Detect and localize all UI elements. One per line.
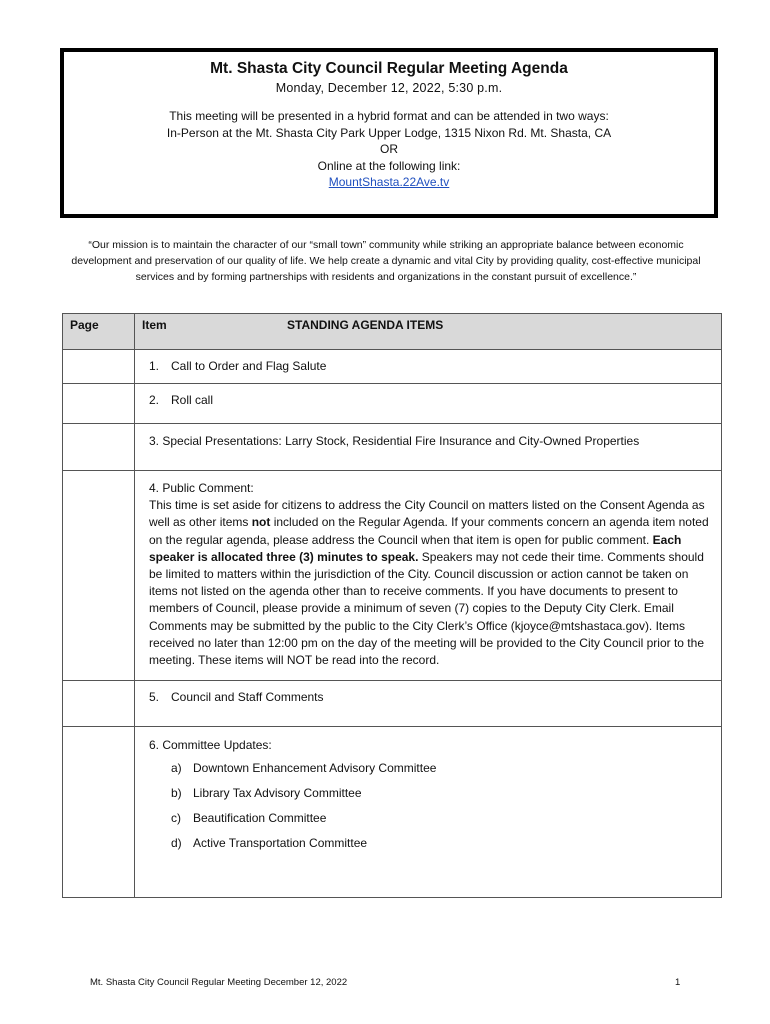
page-cell xyxy=(63,424,135,471)
item-column-header xyxy=(135,314,722,350)
agenda-item-2 xyxy=(135,384,722,424)
standing-items-header: STANDING AGENDA ITEMS xyxy=(287,318,444,332)
table-row xyxy=(63,681,722,727)
online-note: Online at the following link: xyxy=(317,158,461,173)
in-person-location: In-Person at the Mt. Shasta City Park Upper Lodge, 1315 Nixon Rd. Mt. Shasta, CA xyxy=(166,125,612,140)
table-row xyxy=(63,471,722,681)
page-number: 1 xyxy=(675,977,681,988)
table-row xyxy=(63,350,722,384)
agenda-item-1 xyxy=(135,350,722,384)
agenda-item-6 xyxy=(135,727,722,898)
item-text: Roll call xyxy=(171,393,214,407)
item-text: 3. Special Presentations: Larry Stock, Residential Fire Insurance and City-Owned Properties xyxy=(149,434,640,448)
page-cell xyxy=(63,350,135,384)
meeting-date: Monday, December 12, 2022, 5:30 p.m. xyxy=(275,81,503,95)
item-text: Council and Staff Comments xyxy=(171,690,324,704)
list-item: d) Active Transportation Committee xyxy=(171,836,368,851)
agenda-item-4 xyxy=(135,471,722,681)
list-item: c) Beautification Committee xyxy=(171,811,327,826)
public-comment-heading: 4. Public Comment: xyxy=(149,481,254,495)
agenda-item-3 xyxy=(135,424,722,471)
page-cell xyxy=(63,681,135,727)
list-item: a) Downtown Enhancement Advisory Committee xyxy=(171,761,437,776)
list-item: b) Library Tax Advisory Committee xyxy=(171,786,362,801)
table-row xyxy=(63,727,722,898)
page-cell xyxy=(63,471,135,681)
committee-updates-heading: 6. Committee Updates: xyxy=(149,738,272,752)
public-comment-body: This time is set aside for citizens to address the City Council on matters listed on the Consent Agenda as well as other items not included on the Regular Agenda. If your comments concern an agenda item noted on the regular agenda, please address the Council when that item is open for public comment. Each speaker is allocated three (3) minutes to speak. Speakers may not cede their time. Comments should be limited to matters within the jurisdiction of the City. Council discussion or action cannot be taken on items not listed on the agenda other than to receive comments. If you have documents to present to members of Council, please provide a minimum of seven (7) copies to the Deputy City Clerk. Email Comments may be submitted by the public to the City Clerk’s Office (kjoyce@mtshastaca.gov). Items received no later than 12:00 pm on the day of the meeting will be provided to the City Council prior to the meeting. These items will NOT be read into the record. xyxy=(149,498,709,668)
page-cell xyxy=(63,384,135,424)
page-column-header: Page xyxy=(63,314,135,350)
page-cell xyxy=(63,727,135,898)
mission-statement: “Our mission is to maintain the character of our “small town” community while striking an appropriate balance between economic development and preservation of our quality of life. We help create a dynamic and vital City by providing quality, cost-effective municipal services and by forming partnerships with residents and organizations in the constant pursuit of excellence.” xyxy=(71,239,701,284)
item-number: 5. xyxy=(149,690,160,704)
online-meeting-link[interactable]: MountShasta.22Ave.tv xyxy=(328,175,450,189)
page-footer: Mt. Shasta City Council Regular Meeting December 12, 2022 xyxy=(90,977,348,988)
item-number: 1. xyxy=(149,359,160,373)
table-row xyxy=(63,384,722,424)
or-separator: OR xyxy=(380,142,398,156)
item-header-label: Item xyxy=(142,318,167,332)
agenda-title: Mt. Shasta City Council Regular Meeting Agenda xyxy=(210,60,568,77)
agenda-item-5 xyxy=(135,681,722,727)
agenda-table xyxy=(62,313,722,898)
table-header-row xyxy=(63,314,722,350)
item-text: Call to Order and Flag Salute xyxy=(171,359,327,373)
hybrid-format-note: This meeting will be presented in a hybrid format and can be attended in two ways: xyxy=(169,109,609,123)
table-row xyxy=(63,424,722,471)
header-box xyxy=(60,48,718,218)
item-number: 2. xyxy=(149,393,160,407)
